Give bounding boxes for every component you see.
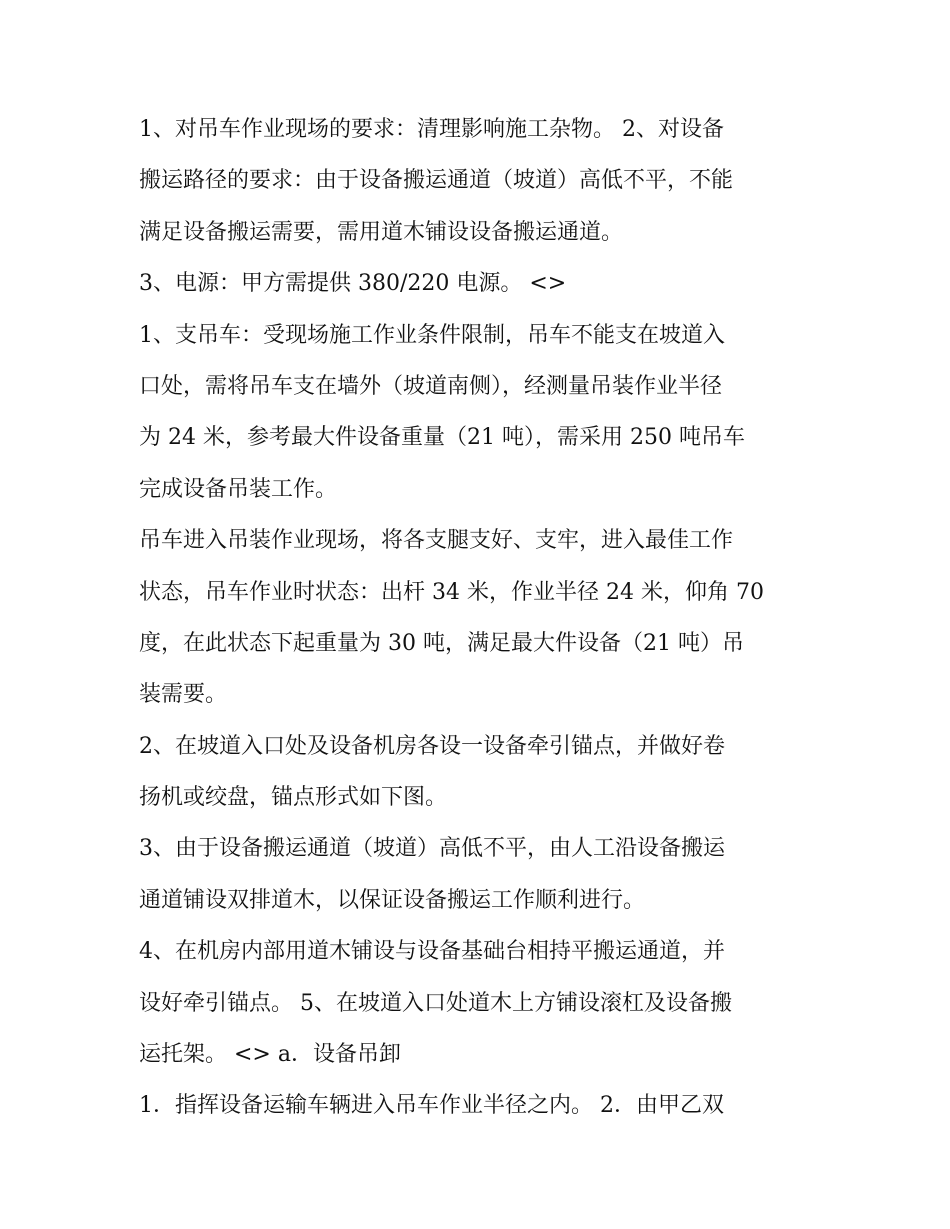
text-line: 吊车进入吊装作业现场，将各支腿支好、支牢，进入最佳工作	[139, 528, 734, 554]
text-line: 3、由于设备搬运通道（坡道）高低不平，由人工沿设备搬运	[139, 836, 725, 862]
text-line: 完成设备吊装工作。	[139, 476, 338, 502]
text-line: 2、在坡道入口处及设备机房各设一设备牵引锚点，并做好卷	[139, 733, 725, 759]
text-line: 状态，吊车作业时状态：出杆 34 米，作业半径 24 米，仰角 70	[139, 579, 764, 605]
text-line: 度，在此状态下起重量为 30 吨，满足最大件设备（21 吨）吊	[139, 630, 744, 656]
document-body	[139, 104, 819, 1132]
text-line: 搬运路径的要求：由于设备搬运通道（坡道）高低不平，不能	[139, 168, 734, 194]
text-line: 口处，需将吊车支在墙外（坡道南侧），经测量吊装作业半径	[139, 373, 723, 399]
text-line: 装需要。	[139, 682, 228, 708]
text-line: 1、支吊车：受现场施工作业条件限制，吊车不能支在坡道入	[139, 322, 725, 348]
text-line: 满足设备搬运需要，需用道木铺设设备搬运通道。	[139, 219, 624, 245]
text-line: 为 24 米，参考最大件设备重量（21 吨），需采用 250 吨吊车	[139, 425, 745, 451]
text-line: 3、电源：甲方需提供 380/220 电源。 <>	[139, 271, 567, 297]
text-line: 4、在机房内部用道木铺设与设备基础台相持平搬运通道，并	[139, 939, 725, 965]
text-line: 运托架。 <> a．设备吊卸	[139, 1042, 401, 1068]
text-line: 扬机或绞盘，锚点形式如下图。	[139, 785, 448, 811]
text-line: 设好牵引锚点。 5、在坡道入口处道木上方铺设滚杠及设备搬	[139, 990, 732, 1016]
text-line: 1、对吊车作业现场的要求：清理影响施工杂物。 2、对设备	[139, 117, 724, 142]
text-line: 通道铺设双排道木，以保证设备搬运工作顺利进行。	[139, 887, 646, 913]
text-line: 1．指挥设备运输车辆进入吊车作业半径之内。 2．由甲乙双	[139, 1093, 724, 1119]
